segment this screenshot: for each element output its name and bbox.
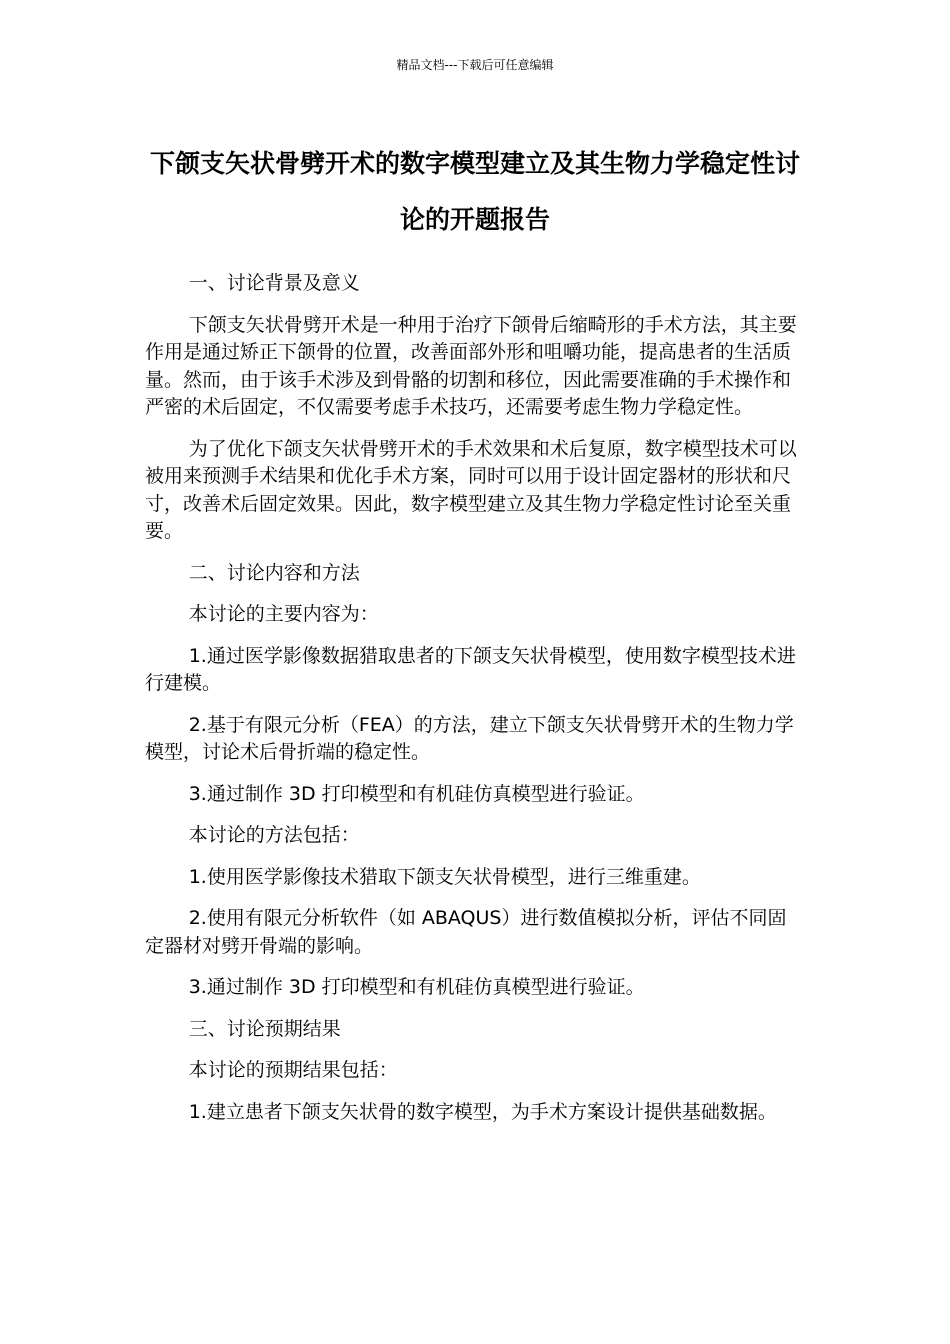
section-heading-background: 一、讨论背景及意义 xyxy=(188,272,360,294)
document-body xyxy=(145,270,800,1140)
method-item: 1.使用医学影像技术猎取下颌支矢状骨模型，进行三维重建。 xyxy=(188,865,701,888)
section-heading-expected-results: 三、讨论预期结果 xyxy=(188,1017,341,1040)
content-item: 2.基于有限元分析（FEA）的方法，建立下颌支矢状骨劈开术的生物力学模型，讨论术后骨折端的稳定性。 xyxy=(145,713,794,763)
method-item: 2.使用有限元分析软件（如 ABAQUS）进行数值模拟分析，评估不同固定器材对劈开骨端的影响。 xyxy=(145,907,787,957)
document-title: 下颌支矢状骨劈开术的数字模型建立及其生物力学稳定性讨论的开题报告 xyxy=(149,149,800,234)
paragraph-background-2: 为了优化下颌支矢状骨劈开术的手术效果和术后复原，数字模型技术可以被用来预测手术结果和优化手术方案，同时可以用于设计固定器材的形状和尺寸，改善术后固定效果。因此，数字模型建立及其生物力学稳定性讨论至关重要。 xyxy=(145,437,797,542)
expected-result-item: 1.建立患者下颌支矢状骨的数字模型，为手术方案设计提供基础数据。 xyxy=(188,1100,777,1123)
section-heading-content-methods: 二、讨论内容和方法 xyxy=(188,561,360,584)
method-item: 3.通过制作 3D 打印模型和有机硅仿真模型进行验证。 xyxy=(188,976,645,998)
content-item: 3.通过制作 3D 打印模型和有机硅仿真模型进行验证。 xyxy=(188,782,645,805)
method-intro: 本讨论的方法包括： xyxy=(188,824,360,846)
expected-results-intro: 本讨论的预期结果包括： xyxy=(188,1059,398,1081)
content-intro: 本讨论的主要内容为： xyxy=(188,603,379,625)
page-header-note: 精品文档---下载后可任意编辑 xyxy=(396,58,554,72)
paragraph-background-1: 下颌支矢状骨劈开术是一种用于治疗下颌骨后缩畸形的手术方法，其主要作用是通过矫正下颌骨的位置，改善面部外形和咀嚼功能，提高患者的生活质量。然而，由于该手术涉及到骨骼的切割和移位，因此需要准确的手术操作和严密的术后固定，不仅需要考虑手术技巧，还需要考虑生物力学稳定性。 xyxy=(145,313,797,418)
content-item: 1.通过医学影像数据猎取患者的下颌支矢状骨模型，使用数字模型技术进行建模。 xyxy=(145,644,796,694)
